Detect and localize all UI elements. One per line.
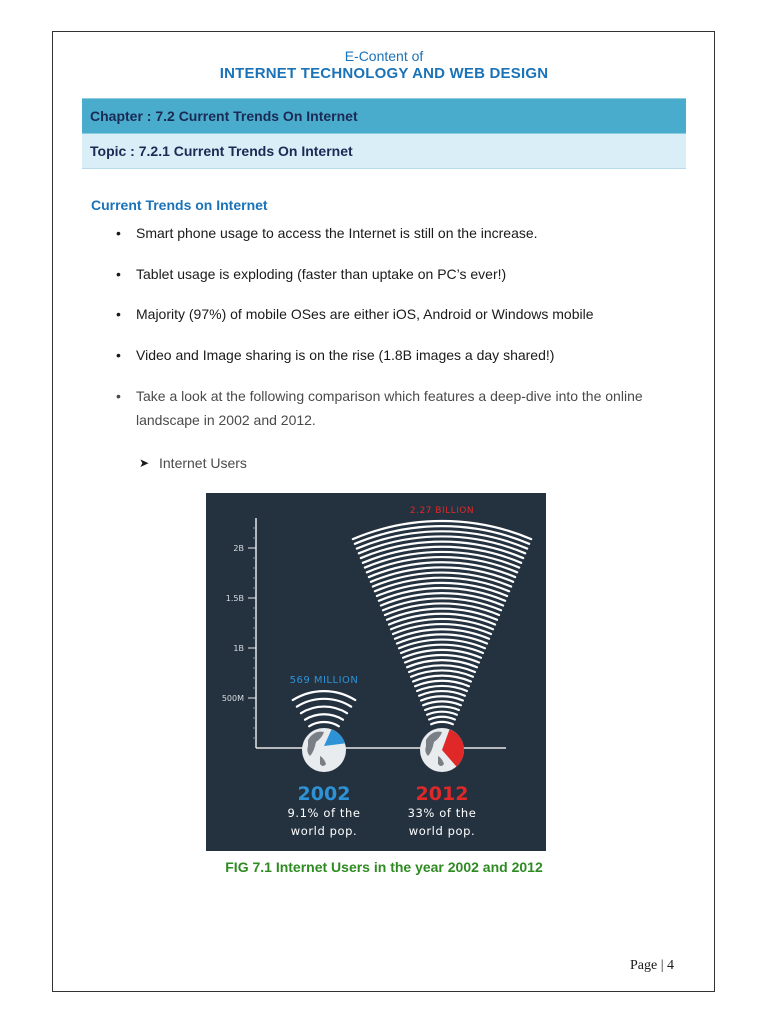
signal-wave-arc bbox=[309, 722, 339, 726]
chapter-bar bbox=[82, 98, 686, 134]
arrow-bullet-icon: ➤ bbox=[139, 456, 150, 470]
bullet-dot-icon: • bbox=[116, 266, 121, 282]
signal-wave-arc bbox=[403, 650, 481, 658]
signal-wave-arc bbox=[301, 707, 347, 714]
internet-users-infographic bbox=[206, 493, 546, 851]
signal-wave-arc bbox=[423, 701, 461, 705]
chapter-title: Chapter : 7.2 Current Trends On Internet bbox=[90, 108, 358, 124]
header-econtent: E-Content of bbox=[344, 48, 424, 64]
signal-wave-arc bbox=[429, 717, 455, 720]
bullet-dot-icon: • bbox=[116, 347, 121, 363]
y-tick-label: 500M bbox=[221, 694, 244, 703]
value-label: 2.27 BILLION bbox=[409, 506, 475, 516]
topic-bar bbox=[82, 134, 686, 169]
year-label: 2002 bbox=[297, 783, 351, 805]
y-tick-label: 1B bbox=[233, 644, 244, 653]
bullet-dot-icon: • bbox=[116, 306, 121, 322]
signal-wave-arc bbox=[431, 722, 453, 724]
world-share-note: world pop. bbox=[290, 824, 358, 838]
signal-wave-arc bbox=[427, 712, 457, 715]
signal-wave-arc bbox=[305, 714, 343, 719]
signal-wave-arc bbox=[405, 655, 479, 662]
figure-caption: FIG 7.1 Internet Users in the year 2002 and 2012 bbox=[225, 859, 543, 875]
signal-wave-arc bbox=[425, 707, 459, 710]
y-tick-label: 1.5B bbox=[225, 594, 244, 603]
topic-title: Topic : 7.2.1 Current Trends On Internet bbox=[90, 143, 353, 159]
world-share-note: world pop. bbox=[408, 824, 476, 838]
bullet-dot-icon: • bbox=[116, 388, 121, 404]
world-share-note: 9.1% of the bbox=[287, 806, 361, 820]
header-course-title: INTERNET TECHNOLOGY AND WEB DESIGN bbox=[219, 65, 549, 82]
world-share-note: 33% of the bbox=[407, 806, 477, 820]
page-number: Page | 4 bbox=[630, 958, 675, 973]
value-label: 569 MILLION bbox=[289, 675, 359, 687]
year-label: 2012 bbox=[415, 783, 469, 805]
section-heading: Current Trends on Internet bbox=[91, 197, 268, 213]
y-tick-label: 2B bbox=[233, 544, 244, 553]
signal-wave-arc bbox=[421, 696, 463, 700]
bullet-dot-icon: • bbox=[116, 225, 121, 241]
infographic-svg bbox=[206, 493, 546, 851]
